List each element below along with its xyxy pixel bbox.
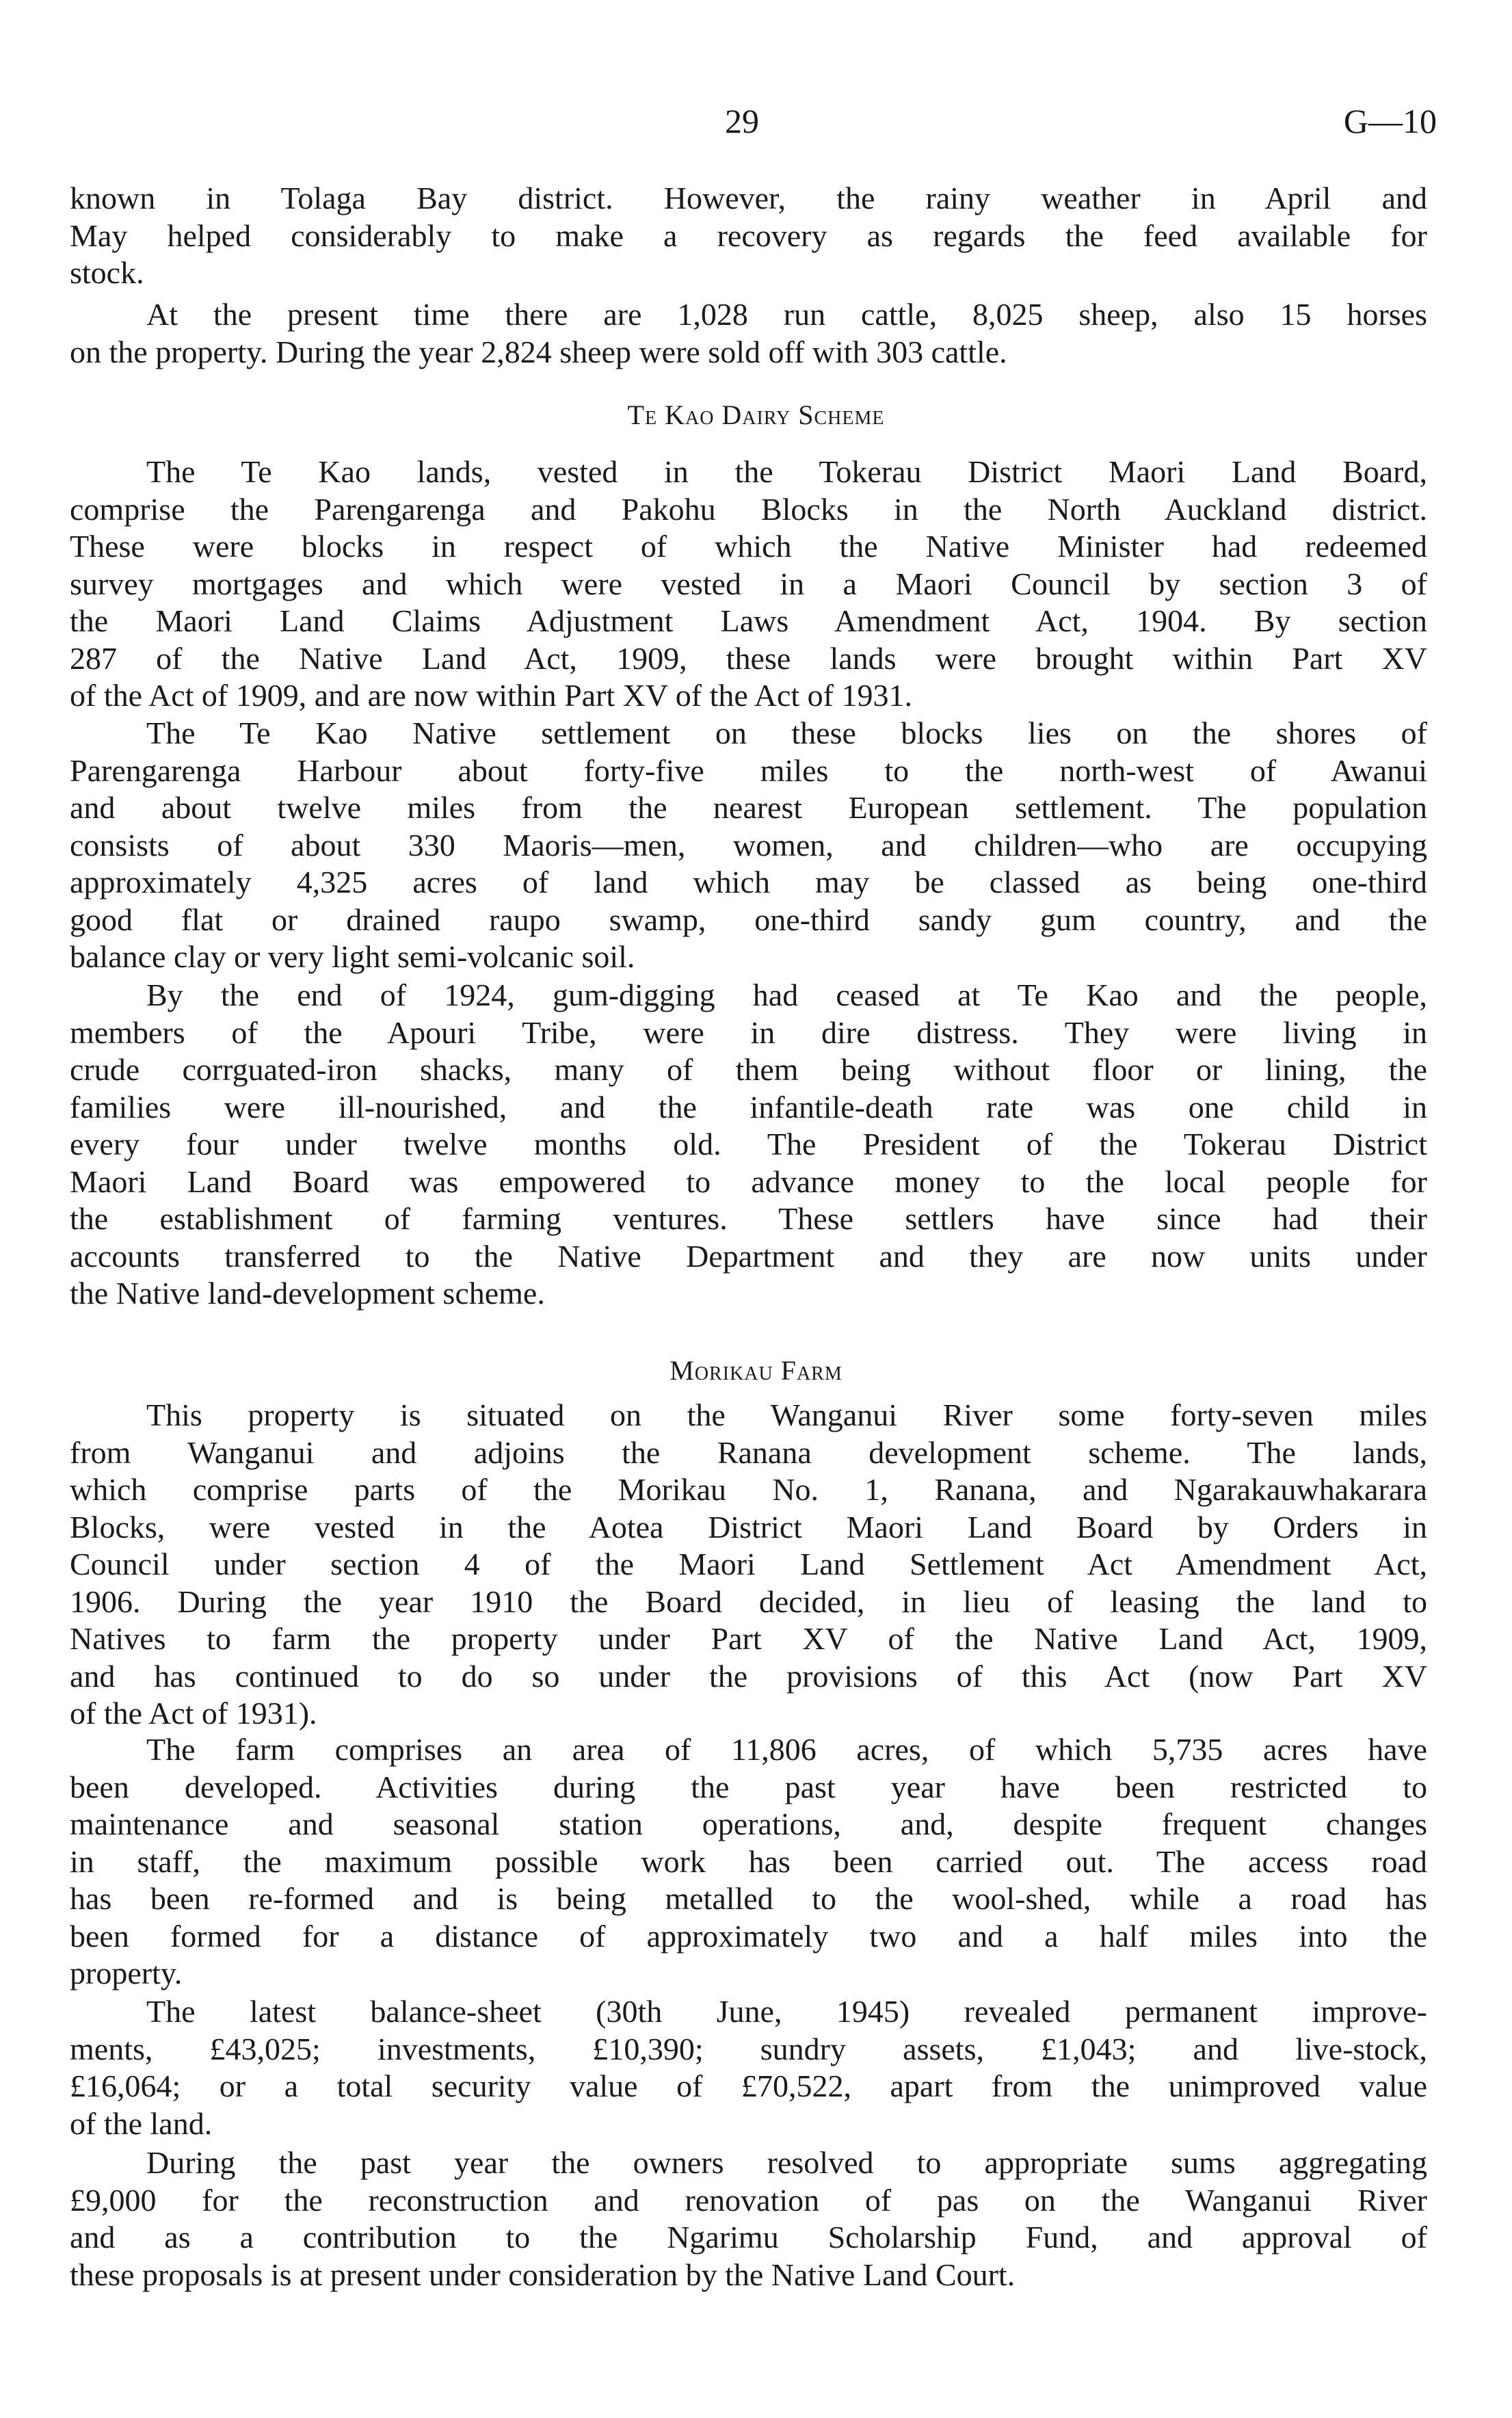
text-line: The Te Kao Native settlement on these blocks lies on the shores of (146, 715, 1427, 750)
text-line: £9,000 for the reconstruction and renovation of pas on the Wanganui River (70, 2182, 1427, 2218)
text-line: on the property. During the year 2,824 sheep were sold off with 303 cattle. (70, 334, 1007, 369)
text-line: Maori Land Board was empowered to advance money to the local people for (70, 1164, 1427, 1199)
paragraph (70, 180, 1427, 292)
text-line: in staff, the maximum possible work has been carried out. The access road (70, 1843, 1427, 1879)
text-line: These were blocks in respect of which the Native Minister had redeemed (70, 529, 1427, 564)
text-line: of the Act of 1931). (70, 1696, 317, 1731)
text-line: During the past year the owners resolved to appropriate sums aggregating (146, 2145, 1427, 2180)
text-line: approximately 4,325 acres of land which may be classed as being one-third (70, 865, 1427, 899)
text-line: been formed for a distance of approximately two and a half miles into the (70, 1918, 1427, 1954)
text-line: Council under section 4 of the Maori Land Settlement Act Amendment Act, (70, 1547, 1427, 1581)
text-line: ments, £43,025; investments, £10,390; sundry assets, £1,043; and live-stock, (70, 2031, 1427, 2066)
text-line: The latest balance-sheet (30th June, 1945) revealed permanent improve- (146, 1994, 1427, 2029)
text-line: The farm comprises an area of 11,806 acres, of which 5,735 acres have (146, 1732, 1427, 1767)
paragraph (70, 1993, 1427, 2142)
text-line: 1906. During the year 1910 the Board decided, in lieu of leasing the land to (70, 1583, 1427, 1619)
text-line: crude corrguated-iron shacks, many of them being without floor or lining, the (70, 1052, 1427, 1087)
text-line: maintenance and seasonal station operations, and, despite frequent changes (70, 1806, 1427, 1841)
text-line: Parengarenga Harbour about forty-five miles to the north-west of Awanui (70, 752, 1427, 788)
paragraph (70, 1397, 1427, 1733)
page-number: 29 (725, 102, 759, 140)
text-line: and has continued to do so under the provisions of this Act (now Part XV (70, 1658, 1427, 1694)
text-line: stock. (70, 255, 144, 290)
text-line: 287 of the Native Land Act, 1909, these lands were brought within Part XV (70, 640, 1427, 676)
text-line: been developed. Activities during the past year have been restricted to (70, 1769, 1427, 1804)
section-heading: Morikau Farm (669, 1355, 843, 1386)
text-line: and as a contribution to the Ngarimu Scholarship Fund, and approval of (70, 2220, 1427, 2255)
text-line: balance clay or very light semi-volcanic soil. (70, 939, 635, 974)
text-line: has been re-formed and is being metalled to the wool-shed, while a road has (70, 1881, 1427, 1916)
document-reference: G—10 (1343, 102, 1437, 140)
text-line: consists of about 330 Maoris—men, women, and children—who are occupying (70, 827, 1427, 863)
text-line: known in Tolaga Bay district. However, the rainy weather in April and (70, 181, 1427, 215)
text-line: accounts transferred to the Native Department and they are now units under (70, 1238, 1427, 1274)
text-line: good flat or drained raupo swamp, one-third sandy gum country, and the (70, 902, 1427, 937)
text-line: the Native land-development scheme. (70, 1276, 545, 1311)
paragraph (70, 715, 1427, 976)
text-line: comprise the Parengarenga and Pakohu Blocks in the North Auckland district. (70, 491, 1427, 527)
paragraph (70, 296, 1427, 371)
text-line: and about twelve miles from the nearest European settlement. The population (70, 790, 1427, 825)
text-line: every four under twelve months old. The President of the Tokerau District (70, 1127, 1427, 1161)
text-line: property. (70, 1956, 183, 1990)
paragraph (70, 454, 1427, 715)
text-line: the establishment of farming ventures. These settlers have since had their (70, 1201, 1427, 1236)
text-line: This property is situated on the Wanganui River some forty-seven miles (146, 1397, 1427, 1432)
paragraph (70, 977, 1427, 1313)
section-heading: Te Kao Dairy Scheme (627, 399, 885, 430)
text-line: £16,064; or a total security value of £70,522, apart from the unimproved value (70, 2068, 1427, 2103)
text-line: survey mortgages and which were vested in a Maori Council by section 3 of (70, 566, 1427, 601)
text-line: these proposals is at present under consideration by the Native Land Court. (70, 2257, 1016, 2292)
text-line: The Te Kao lands, vested in the Tokerau District Maori Land Board, (146, 454, 1427, 489)
text-line: members of the Apouri Tribe, were in dire distress. They were living in (70, 1014, 1427, 1050)
paragraph (70, 1731, 1427, 1993)
text-line: Blocks, were vested in the Aotea District Maori Land Board by Orders in (70, 1509, 1427, 1545)
text-line: of the land. (70, 2105, 213, 2141)
text-line: from Wanganui and adjoins the Ranana development scheme. The lands, (70, 1434, 1427, 1470)
text-line: At the present time there are 1,028 run cattle, 8,025 sheep, also 15 horses (146, 297, 1427, 332)
text-line: By the end of 1924, gum-digging had ceased at Te Kao and the people, (146, 977, 1427, 1012)
text-line: families were ill-nourished, and the infantile-death rate was one child in (70, 1089, 1427, 1125)
text-line: which comprise parts of the Morikau No. 1, Ranana, and Ngarakauwhakarara (70, 1472, 1427, 1507)
text-line: Natives to farm the property under Part XV of the Native Land Act, 1909, (70, 1621, 1427, 1656)
text-line: of the Act of 1909, and are now within Part XV of the Act of 1931. (70, 678, 912, 713)
paragraph (70, 2144, 1427, 2294)
text-line: the Maori Land Claims Adjustment Laws Amendment Act, 1904. By section (70, 603, 1427, 638)
text-line: May helped considerably to make a recovery as regards the feed available for (70, 218, 1427, 253)
